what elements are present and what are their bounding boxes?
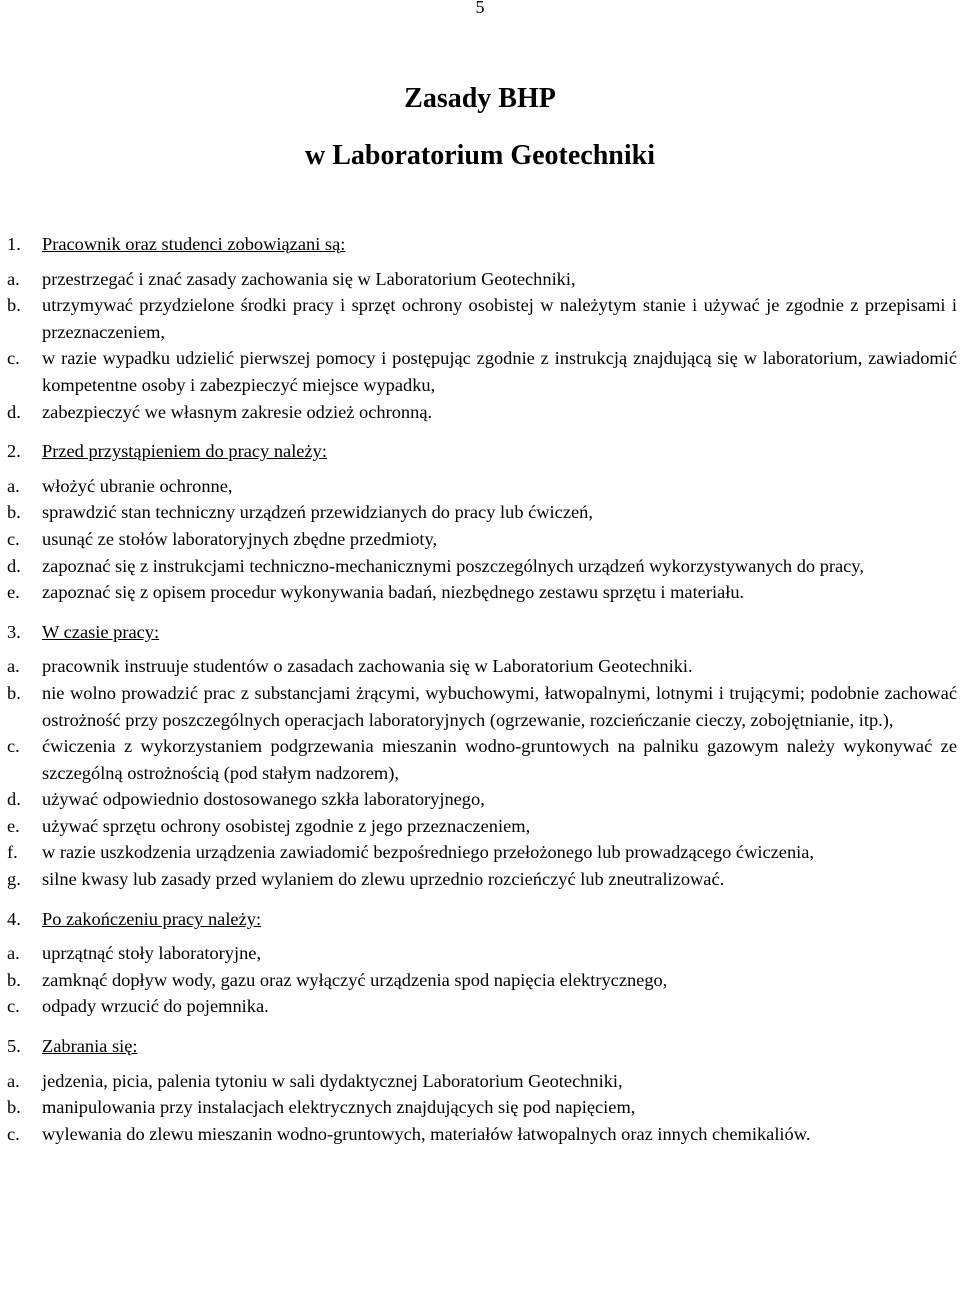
list-item-text: przestrzegać i znać zasady zachowania się w Laboratorium Geotechniki, <box>42 268 576 289</box>
list-item-text: używać sprzętu ochrony osobistej zgodnie z jego przeznaczeniem, <box>42 815 531 836</box>
section-4 <box>7 906 957 1020</box>
list-item-text: ćwiczenia z wykorzystaniem podgrzewania mieszanin wodno-gruntowych na palniku gazowym należy wykonywać ze szczególną ostrożnością (pod stałym nadzorem), <box>42 736 957 783</box>
list-item <box>7 399 957 426</box>
list-item <box>7 940 957 967</box>
list-item-text: włożyć ubranie ochronne, <box>42 475 233 496</box>
list-item-letter: a. <box>7 475 20 496</box>
section-number: 2. <box>7 441 21 462</box>
list-item-text: zapoznać się z instrukcjami techniczno-mechanicznymi poszczególnych urządzeń wykorzystywanych do pracy, <box>42 555 864 576</box>
section-heading-text: Pracownik oraz studenci zobowiązani są: <box>42 234 346 254</box>
list-item-letter: c. <box>7 348 20 369</box>
page-number: 5 <box>475 0 485 17</box>
list-item <box>7 1094 957 1121</box>
section-spacer <box>7 606 957 619</box>
list-item-letter: b. <box>7 295 21 316</box>
section-heading-text: Zabrania się: <box>42 1036 138 1057</box>
section-5 <box>7 1033 957 1147</box>
list-item-letter: b. <box>7 1097 21 1118</box>
section-heading <box>7 906 957 933</box>
list-item-text: pracownik instruuje studentów o zasadach zachowania się w Laboratorium Geotechniki. <box>42 656 693 677</box>
list-item <box>7 866 957 893</box>
list-item-text: uprzątnąć stoły laboratoryjne, <box>42 943 262 964</box>
list-item-letter: c. <box>7 528 20 549</box>
list-item-letter: a. <box>7 656 20 677</box>
list-item-text: odpady wrzucić do pojemnika. <box>42 996 269 1017</box>
list-item-letter: f. <box>7 842 18 863</box>
list-item <box>7 786 957 813</box>
section-heading <box>7 619 957 646</box>
section-1 <box>7 231 957 425</box>
section-number: 5. <box>7 1036 21 1057</box>
list-item-letter: e. <box>7 582 20 603</box>
section-heading-text: W czasie pracy: <box>42 621 160 642</box>
list-item-text: w razie uszkodzenia urządzenia zawiadomić bezpośredniego przełożonego lub prowadzącego ćwiczenia, <box>42 842 815 863</box>
list-item-letter: a. <box>7 268 20 289</box>
list-item-text: manipulowania przy instalacjach elektrycznych znajdujących się pod napięciem, <box>42 1097 636 1118</box>
list-item-text: usunąć ze stołów laboratoryjnych zbędne przedmioty, <box>42 528 438 549</box>
list-item-text: wylewania do zlewu mieszanin wodno-gruntowych, materiałów łatwopalnych oraz innych chemikaliów. <box>42 1123 811 1144</box>
list-item <box>7 345 957 398</box>
list-item-text: używać odpowiednio dostosowanego szkła laboratoryjnego, <box>42 789 485 810</box>
list-item <box>7 680 957 733</box>
list-item-text: zamknąć dopływ wody, gazu oraz wyłączyć urządzenia spod napięcia elektrycznego, <box>42 969 668 990</box>
list-item <box>7 473 957 500</box>
list-item <box>7 993 957 1020</box>
list-item <box>7 967 957 994</box>
list-item-text: zapoznać się z opisem procedur wykonywania badań, niezbędnego zestawu sprzętu i materiału. <box>42 582 745 603</box>
list-item <box>7 1121 957 1148</box>
page-title: Zasady BHP <box>404 83 556 114</box>
list-item-text: silne kwasy lub zasady przed wylaniem do zlewu uprzednio rozcieńczyć lub zneutralizować. <box>42 869 725 890</box>
list-item-letter: c. <box>7 996 20 1017</box>
document-body <box>7 231 957 1147</box>
list-item-letter: a. <box>7 943 20 964</box>
list-item <box>7 1068 957 1095</box>
list-item-letter: d. <box>7 789 21 810</box>
list-item <box>7 553 957 580</box>
list-item <box>7 292 957 345</box>
list-item-text: w razie wypadku udzielić pierwszej pomocy i postępując zgodnie z instrukcją znajdującą się w laboratorium, zawiadomić kompetentne osoby i zabezpieczyć miejsce wypadku, <box>42 348 957 395</box>
section-heading <box>7 438 957 465</box>
section-spacer <box>7 893 957 906</box>
section-heading-text: Przed przystąpieniem do pracy należy: <box>42 441 327 462</box>
list-item-text: nie wolno prowadzić prac z substancjami żrącymi, wybuchowymi, łatwopalnymi, lotnymi i trującymi; podobnie zachować ostrożność przy poszczególnych operacjach laboratoryjnych (ogrzewanie, rozcieńczanie cieczy, zobojętnianie, itp.), <box>42 682 957 730</box>
list-item-letter: g. <box>7 869 21 890</box>
list-item-text: zabezpieczyć we własnym zakresie odzież ochronną. <box>42 401 433 422</box>
list-item <box>7 499 957 526</box>
section-3 <box>7 619 957 893</box>
list-item <box>7 839 957 866</box>
section-number: 3. <box>7 621 21 642</box>
list-item <box>7 579 957 606</box>
list-item-letter: d. <box>7 555 21 576</box>
section-2 <box>7 438 957 606</box>
list-item <box>7 526 957 553</box>
list-item-letter: a. <box>7 1070 20 1091</box>
list-item <box>7 266 957 293</box>
section-number: 4. <box>7 908 21 929</box>
list-item-letter: d. <box>7 401 21 422</box>
section-number: 1. <box>7 234 21 254</box>
section-spacer <box>7 1020 957 1033</box>
list-item-text: sprawdzić stan techniczny urządzeń przewidzianych do pracy lub ćwiczeń, <box>42 502 593 523</box>
list-item-text: jedzenia, picia, palenia tytoniu w sali dydaktycznej Laboratorium Geotechniki, <box>42 1070 623 1091</box>
section-heading <box>7 1033 957 1060</box>
list-item-letter: b. <box>7 682 21 703</box>
list-item-letter: c. <box>7 1123 20 1144</box>
list-item <box>7 733 957 786</box>
list-item-letter: e. <box>7 815 20 836</box>
section-spacer <box>7 425 957 438</box>
list-item-letter: b. <box>7 969 21 990</box>
section-heading <box>7 231 957 258</box>
section-heading-text: Po zakończeniu pracy należy: <box>42 908 262 929</box>
list-item-letter: b. <box>7 502 21 523</box>
list-item-text: utrzymywać przydzielone środki pracy i sprzęt ochrony osobistej w należytym stanie i używać je zgodnie z przepisami i przeznaczeniem, <box>42 295 957 342</box>
list-item <box>7 813 957 840</box>
list-item-letter: c. <box>7 736 20 757</box>
list-item <box>7 653 957 680</box>
page-subtitle: w Laboratorium Geotechniki <box>305 140 655 171</box>
